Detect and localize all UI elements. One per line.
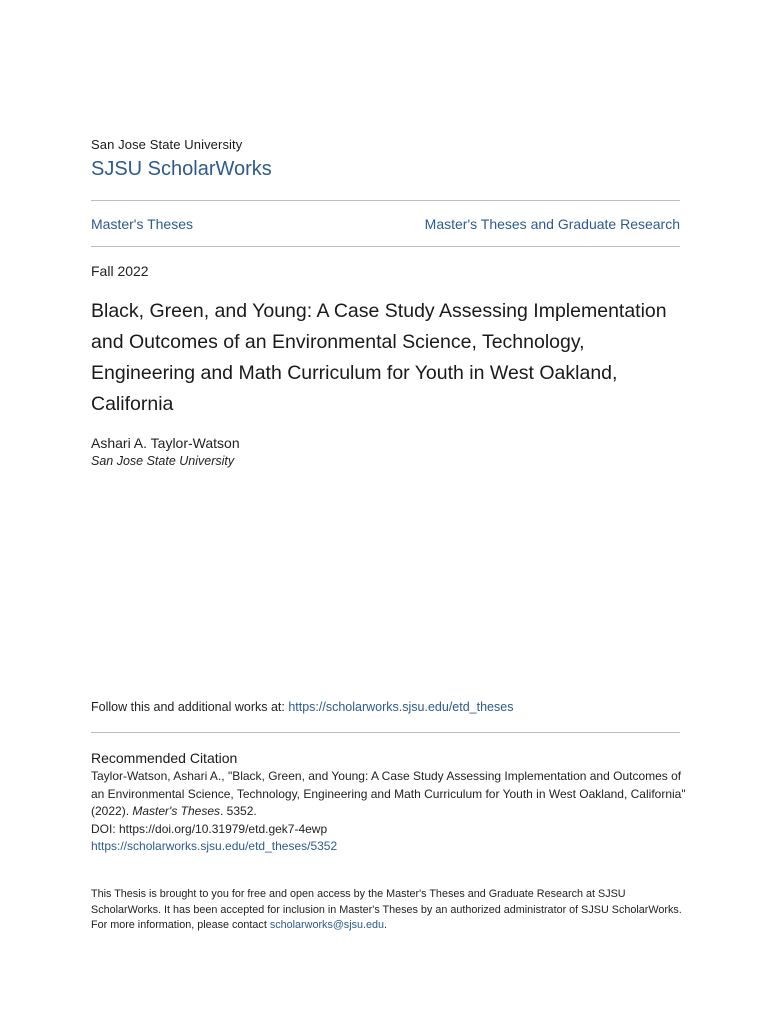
institution-name: San Jose State University bbox=[91, 137, 243, 152]
author-name: Ashari A. Taylor-Watson bbox=[91, 435, 240, 451]
citation-doi: DOI: https://doi.org/10.31979/etd.gek7-4ewp bbox=[91, 821, 328, 836]
follow-text: Follow this and additional works at: bbox=[91, 700, 289, 714]
contact-email-link[interactable]: scholarworks@sjsu.edu bbox=[269, 919, 385, 931]
collection-link-masters-theses[interactable]: Master's Theses bbox=[91, 216, 194, 232]
divider-collections bbox=[91, 246, 680, 247]
citation-text: Taylor-Watson, Ashari A., "Black, Green, and Young: A Case Study Assessing Implementation and Outcomes of an Environmental Science, Technology, Engineering and Math Curriculum for Youth in West Oakland, California" (2022). bbox=[91, 769, 686, 818]
citation-block bbox=[91, 768, 686, 856]
divider-citation bbox=[91, 732, 680, 733]
citation-series: Master's Theses bbox=[132, 804, 221, 818]
citation-link[interactable]: https://scholarworks.sjsu.edu/etd_theses/5352 bbox=[91, 839, 338, 853]
access-notice bbox=[91, 887, 686, 934]
citation-number: . 5352. bbox=[220, 804, 257, 818]
repository-link[interactable]: SJSU ScholarWorks bbox=[91, 158, 272, 180]
author-affiliation: San Jose State University bbox=[91, 454, 235, 468]
citation-heading: Recommended Citation bbox=[91, 750, 238, 766]
follow-link[interactable]: https://scholarworks.sjsu.edu/etd_theses bbox=[288, 700, 514, 714]
collection-link-graduate-research[interactable]: Master's Theses and Graduate Research bbox=[424, 216, 680, 232]
thesis-title: Black, Green, and Young: A Case Study Assessing Implementation and Outcomes of an Environmental Science, Technology, Engineering and Math Curriculum for Youth in West Oakland, California bbox=[91, 300, 667, 415]
notice-end: . bbox=[384, 919, 388, 931]
notice-text: This Thesis is brought to you for free and open access by the Master's Theses and Graduate Research at SJSU ScholarWorks. It has been accepted for inclusion in Master's Theses by an authorized administrator of SJSU ScholarWorks. For more information, please contact bbox=[91, 888, 682, 931]
follow-line bbox=[91, 700, 513, 714]
divider-top bbox=[91, 200, 680, 201]
publication-date: Fall 2022 bbox=[91, 263, 149, 279]
